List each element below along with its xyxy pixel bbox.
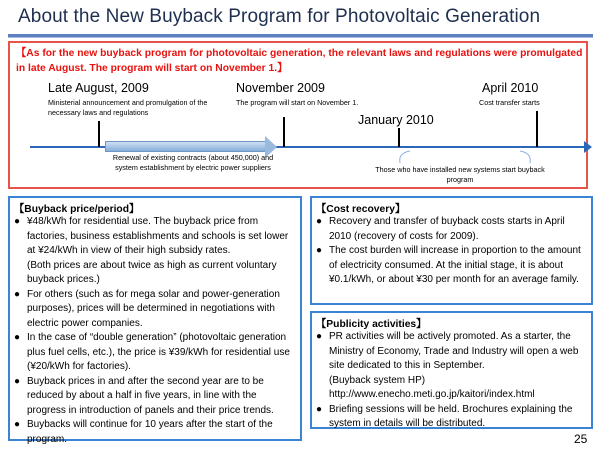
timeline-date-aug-2009: Late August, 2009 — [48, 81, 149, 95]
buyback-item: (Both prices are about twice as high as current voluntary buyback prices.) — [27, 259, 277, 285]
timeline-tick-nov-2009 — [283, 117, 285, 147]
timeline-axis-arrowhead — [584, 141, 592, 153]
timeline-date-jan-2010: January 2010 — [358, 113, 434, 127]
timeline-note-aug-2009: Ministerial announcement and promulgation of the necessary laws and regulations — [48, 98, 208, 117]
publicity-box-title: 【Publicity activities】 — [316, 319, 427, 330]
timeline-tick-apr-2010 — [536, 111, 538, 147]
installed-note: Those who have installed new systems start buyback program — [375, 165, 545, 184]
publicity-url-link[interactable]: http://www.enecho.meti.go.jp/kaitori/index.html — [329, 389, 535, 400]
publicity-list — [316, 330, 591, 432]
buyback-list — [14, 215, 298, 447]
publicity-item: ● Briefing sessions will be held. Brochures explaining the system in details will be distributed. — [316, 403, 591, 432]
timeline-note-apr-2010: Cost transfer starts — [479, 98, 540, 107]
installed-brackets — [380, 147, 550, 165]
buyback-item: ● For others (such as for mega solar and power-generation purposes), prices will be determined in negotiations with electric power companies. — [14, 288, 298, 332]
buyback-box-title: 【Buyback price/period】 — [14, 204, 140, 215]
cost-item: ● Recovery and transfer of buyback costs starts in April 2010 (recovery of costs for 2009). — [316, 215, 589, 244]
timeline-date-nov-2009: November 2009 — [236, 81, 325, 95]
cost-list — [316, 215, 589, 288]
renewal-note: Renewal of existing contracts (about 450,000) and system establishment by electric power suppliers — [112, 153, 274, 172]
cost-box-title: 【Cost recovery】 — [316, 204, 406, 215]
publicity-item: ● PR activities will be actively promoted. As a starter, the Ministry of Economy, Trade and Industry will open a web site dedicated to this in September. — [316, 330, 591, 374]
publicity-item: (Buyback system HP) — [329, 374, 426, 386]
timeline-date-apr-2010: April 2010 — [482, 81, 539, 95]
buyback-item: ● Buybacks will continue for 10 years after the start of the program. — [14, 418, 298, 447]
cost-item: ● The cost burden will increase in proportion to the amount of electricity consumed. At the initial stage, it is about ¥0.1/kWh, or about ¥30 per month for an average family. — [316, 244, 589, 288]
bracket-right — [520, 151, 530, 163]
buyback-item: ● Buyback prices in and after the second year are to be reduced by about a half in five years, in line with the progress in introduction of panels and their price trends. — [14, 375, 298, 419]
page-title: About the New Buyback Program for Photovoltaic Generation — [18, 6, 541, 27]
buyback-item: ● In the case of “double generation” (photovoltaic generation plus fuel cells, etc.), the price is ¥39/kWh for residential use (¥20/kWh for factories). — [14, 331, 298, 375]
buyback-item: ● ¥48/kWh for residential use. The buyback price from factories, business establishments and schools is set lower at ¥24/kWh in view of their high subsidy rates. — [14, 215, 298, 259]
timeline-tick-aug-2009 — [98, 121, 100, 147]
renewal-period-bar — [105, 141, 266, 152]
bracket-left — [400, 151, 410, 163]
timeline-note-nov-2009: The program will start on November 1. — [236, 98, 359, 107]
timeline-tick-jan-2010 — [398, 128, 400, 147]
intro-statement: 【As for the new buyback program for photovoltaic generation, the relevant laws and regulations were promulgated in late August. The program will start on November 1.】 — [16, 48, 583, 74]
page-number: 25 — [574, 432, 588, 446]
title-underline-light — [8, 37, 593, 38]
